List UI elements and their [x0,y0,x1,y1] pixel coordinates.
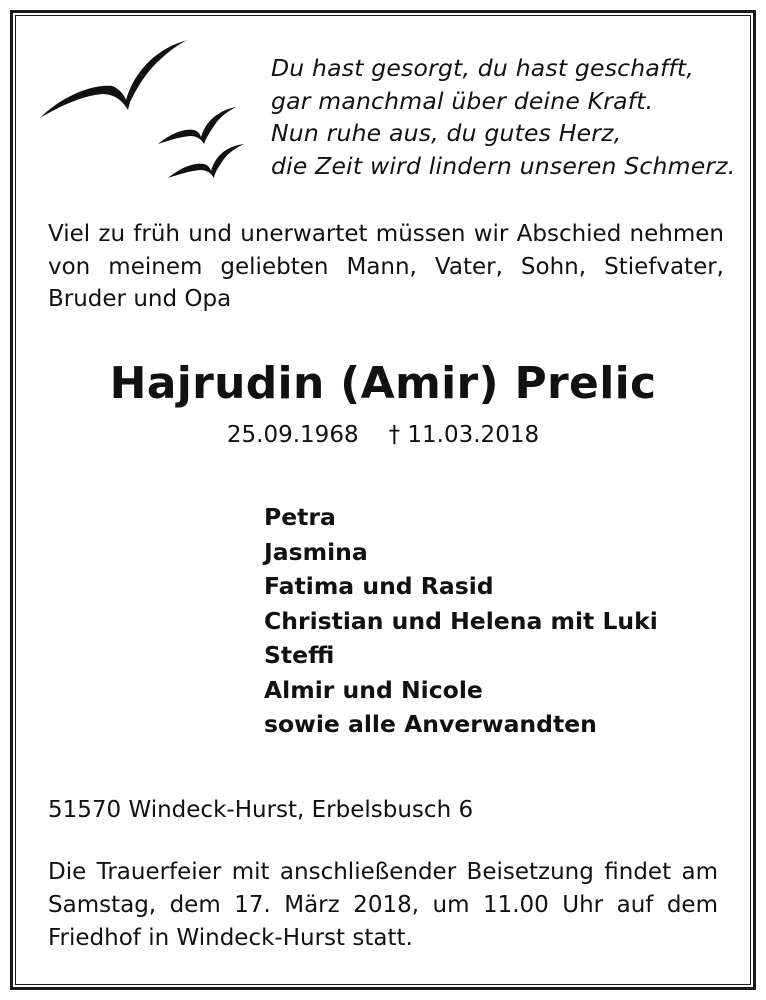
poem-line: Nun ruhe aus, du gutes Herz, [271,119,622,147]
poem-line: gar manchmal über deine Kraft. [271,86,654,115]
flying-birds-icon [38,36,253,186]
deceased-name: Hajrudin (Amir) Prelic [109,358,657,409]
birth-date: 25.09.1968 [226,422,359,448]
family-address: 51570 Windeck-Hurst, Erbelsbusch 6 [48,797,474,823]
funeral-service-info: Die Trauerfeier mit anschließender Beisetzung findet am Samstag, dem 17. März 2018, um 11.00 Uhr auf dem Friedhof in Windeck-Hurst statt. [48,859,718,951]
large-bird-icon [40,40,188,118]
medium-bird-icon [158,107,236,144]
intro-text: Viel zu früh und unerwartet müssen wir Abschied nehmen von meinem geliebten Mann, Vater, Sohn, Stiefvater, Bruder und Opa [48,221,724,312]
mourner-name: Petra [264,503,336,531]
poem-line: die Zeit wird lindern unseren Schmerz. [271,151,736,180]
mourner-name: sowie alle Anverwandten [264,710,597,738]
small-bird-icon [168,144,244,178]
mourner-name: Christian und Helena mit Luki [264,606,658,635]
mourner-name: Fatima und Rasid [264,572,494,600]
life-dates [0,420,766,450]
poem-line: Du hast gesorgt, du hast geschafft, [271,54,694,82]
mourner-name: Steffi [264,641,335,669]
poem [271,52,741,182]
death-date: † 11.03.2018 [388,422,540,448]
mourner-name: Almir und Nicole [264,675,483,704]
mourners-list [264,500,724,742]
mourner-name: Jasmina [264,537,368,566]
